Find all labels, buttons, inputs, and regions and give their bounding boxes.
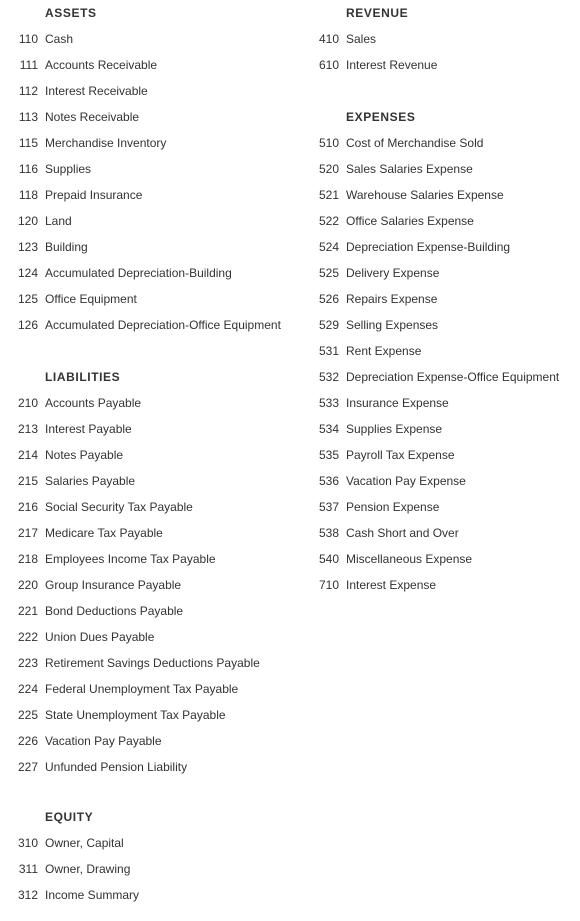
account-number: 531: [318, 344, 339, 358]
account-name: Group Insurance Payable: [45, 578, 182, 592]
account-number: 311: [18, 862, 38, 876]
account-number: 536: [318, 474, 339, 488]
account-name: Supplies Expense: [346, 422, 443, 436]
account-row: [310, 572, 580, 598]
account-row: [0, 754, 300, 780]
account-number: 410: [318, 32, 339, 46]
account-number: 532: [318, 370, 339, 384]
account-number: 525: [318, 266, 339, 280]
account-name: Cash: [45, 32, 74, 46]
account-name: Delivery Expense: [346, 266, 440, 280]
account-name: Cash Short and Over: [346, 526, 459, 540]
account-number: 227: [17, 760, 38, 774]
account-name: Pension Expense: [346, 500, 440, 514]
account-name: Sales Salaries Expense: [346, 162, 473, 176]
account-name: Cost of Merchandise Sold: [346, 136, 484, 150]
account-name: Merchandise Inventory: [45, 136, 167, 150]
account-number: 217: [17, 526, 38, 540]
assets-section: [0, 0, 300, 338]
account-number: 223: [17, 656, 38, 670]
account-name: Prepaid Insurance: [45, 188, 143, 202]
account-name: Land: [45, 214, 72, 228]
account-row: [0, 882, 300, 908]
account-number: 540: [318, 552, 339, 566]
account-name: Insurance Expense: [346, 396, 449, 410]
account-number: 125: [17, 292, 38, 306]
equity-list: [0, 830, 300, 908]
account-name: Union Dues Payable: [45, 630, 155, 644]
account-number: 216: [17, 500, 38, 514]
account-number: 529: [318, 318, 339, 332]
account-row: [310, 52, 580, 78]
account-name: Owner, Capital: [45, 836, 124, 850]
account-name: Employees Income Tax Payable: [45, 552, 216, 566]
account-number: 118: [18, 188, 38, 202]
account-name: Accounts Payable: [45, 396, 142, 410]
account-number: 535: [318, 448, 339, 462]
account-name: State Unemployment Tax Payable: [45, 708, 226, 722]
account-name: Notes Receivable: [45, 110, 140, 124]
account-number: 116: [18, 162, 38, 176]
account-name: Warehouse Salaries Expense: [346, 188, 504, 202]
account-name: Depreciation Expense-Office Equipment: [346, 370, 560, 384]
account-number: 126: [17, 318, 38, 332]
account-name: Unfunded Pension Liability: [45, 760, 188, 774]
account-name: Interest Payable: [45, 422, 132, 436]
account-name: Notes Payable: [45, 448, 124, 462]
account-number: 534: [318, 422, 339, 436]
account-number: 524: [318, 240, 339, 254]
account-name: Interest Receivable: [45, 84, 148, 98]
account-number: 218: [17, 552, 38, 566]
account-number: 533: [318, 396, 339, 410]
account-name: Vacation Pay Payable: [45, 734, 162, 748]
account-name: Social Security Tax Payable: [45, 500, 193, 514]
account-name: Accumulated Depreciation-Building: [45, 266, 232, 280]
section-heading-assets: ASSETS: [45, 6, 97, 20]
account-number: 210: [17, 396, 38, 410]
account-number: 214: [17, 448, 38, 462]
expenses-list: [310, 130, 580, 598]
expenses-section: [310, 104, 580, 598]
account-number: 112: [18, 84, 38, 98]
account-name: Owner, Drawing: [45, 862, 131, 876]
account-name: Income Summary: [45, 888, 140, 902]
account-number: 221: [17, 604, 38, 618]
account-number: 510: [318, 136, 339, 150]
account-number: 310: [17, 836, 38, 850]
account-name: Federal Unemployment Tax Payable: [45, 682, 239, 696]
account-name: Office Equipment: [45, 292, 137, 306]
section-heading-liabilities: LIABILITIES: [45, 370, 121, 384]
account-name: Bond Deductions Payable: [45, 604, 184, 618]
account-number: 225: [17, 708, 38, 722]
account-name: Miscellaneous Expense: [346, 552, 473, 566]
account-row: [0, 312, 300, 338]
account-name: Office Salaries Expense: [346, 214, 474, 228]
account-name: Sales: [346, 32, 377, 46]
revenue-section: [310, 0, 580, 78]
account-number: 710: [318, 578, 339, 592]
account-number: 111: [19, 58, 38, 72]
equity-section: [0, 804, 300, 908]
account-name: Retirement Savings Deductions Payable: [45, 656, 260, 670]
account-number: 222: [17, 630, 38, 644]
section-heading-revenue: REVENUE: [346, 6, 409, 20]
section-heading-equity: EQUITY: [45, 810, 94, 824]
account-number: 224: [17, 682, 38, 696]
account-name: Repairs Expense: [346, 292, 438, 306]
account-name: Salaries Payable: [45, 474, 136, 488]
account-name: Accounts Receivable: [45, 58, 158, 72]
account-number: 522: [318, 214, 339, 228]
account-name: Supplies: [45, 162, 92, 176]
account-name: Medicare Tax Payable: [45, 526, 163, 540]
account-number: 537: [318, 500, 339, 514]
account-number: 124: [17, 266, 38, 280]
account-name: Selling Expenses: [346, 318, 439, 332]
account-number: 220: [17, 578, 38, 592]
account-number: 610: [318, 58, 339, 72]
account-number: 526: [318, 292, 339, 306]
account-number: 226: [17, 734, 38, 748]
account-number: 115: [18, 136, 38, 150]
account-number: 120: [17, 214, 38, 228]
account-name: Rent Expense: [346, 344, 422, 358]
revenue-list: [310, 26, 580, 78]
right-column: [310, 0, 580, 598]
assets-list: [0, 26, 300, 338]
account-name: Interest Expense: [346, 578, 437, 592]
account-number: 213: [17, 422, 38, 436]
account-name: Depreciation Expense-Building: [346, 240, 511, 254]
account-name: Payroll Tax Expense: [346, 448, 455, 462]
section-heading-expenses: EXPENSES: [346, 110, 416, 124]
account-name: Interest Revenue: [346, 58, 438, 72]
account-number: 113: [18, 110, 38, 124]
account-number: 110: [18, 32, 38, 46]
account-name: Building: [45, 240, 88, 254]
account-number: 123: [17, 240, 38, 254]
account-name: Accumulated Depreciation-Office Equipment: [45, 318, 281, 332]
liabilities-section: [0, 364, 300, 780]
account-number: 538: [318, 526, 339, 540]
account-number: 521: [318, 188, 339, 202]
account-number: 215: [17, 474, 38, 488]
account-number: 520: [318, 162, 339, 176]
account-number: 312: [17, 888, 38, 902]
account-name: Vacation Pay Expense: [346, 474, 466, 488]
liabilities-list: [0, 390, 300, 780]
